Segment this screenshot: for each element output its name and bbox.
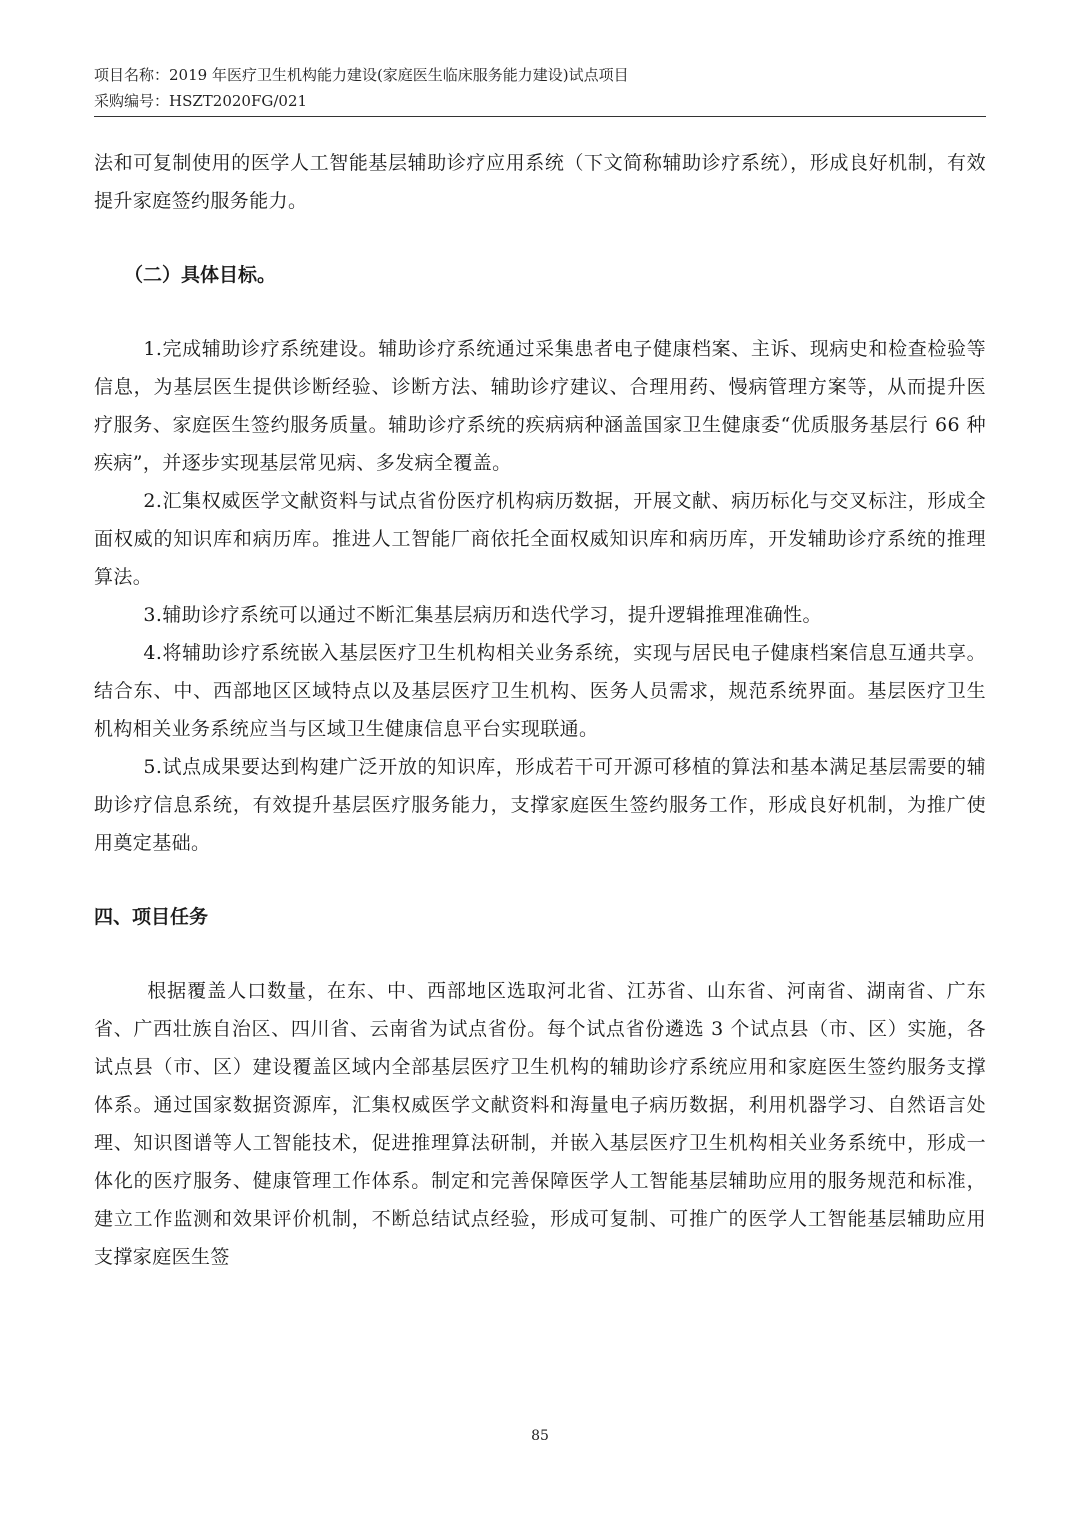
goal-item-5: 5.试点成果要达到构建广泛开放的知识库，形成若干可开源可移植的算法和基本满足基层需要的辅助诊疗信息系统，有效提升基层医疗服务能力，支撑家庭医生签约服务工作，形成良好机制，为推广使用奠定基础。: [94, 756, 986, 854]
page-number: 85: [531, 1428, 549, 1444]
goal-item-1: 1.完成辅助诊疗系统建设。辅助诊疗系统通过采集患者电子健康档案、主诉、现病史和检查检验等信息，为基层医生提供诊断经验、诊断方法、辅助诊疗建议、合理用药、慢病管理方案等，从而提升医疗服务、家庭医生签约服务质量。辅助诊疗系统的疾病病种涵盖国家卫生健康委“优质服务基层行 66 种疾病”，并逐步实现基层常见病、多发病全覆盖。: [94, 338, 986, 474]
header-divider: [94, 116, 986, 117]
project-tasks-body: 根据覆盖人口数量，在东、中、西部地区选取河北省、江苏省、山东省、河南省、湖南省、广东省、广西壮族自治区、四川省、云南省为试点省份。每个试点省份遴选 3 个试点县（市、区）实施，各试点县（市、区）建设覆盖区域内全部基层医疗卫生机构的辅助诊疗系统应用和家庭医生签约服务支撑体系。通过国家数据资源库，汇集权威医学文献资料和海量电子病历数据，利用机器学习、自然语言处理、知识图谱等人工智能技术，促进推理算法研制，并嵌入基层医疗卫生机构相关业务系统中，形成一体化的医疗服务、健康管理工作体系。制定和完善保障医学人工智能基层辅助应用的服务规范和标准，建立工作监测和效果评价机制，不断总结试点经验，形成可复制、可推广的医学人工智能基层辅助应用支撑家庭医生签: [94, 980, 986, 1268]
procurement-number: 采购编号：HSZT2020FG/021: [94, 92, 308, 110]
spacer: [94, 862, 986, 898]
project-tasks-heading: 四、项目任务: [94, 906, 209, 928]
intro-paragraph: 法和可复制使用的医学人工智能基层辅助诊疗应用系统（下文简称辅助诊疗系统），形成良好机制，有效提升家庭签约服务能力。: [94, 152, 986, 212]
goal-item-4: 4.将辅助诊疗系统嵌入基层医疗卫生机构相关业务系统，实现与居民电子健康档案信息互通共享。结合东、中、西部地区区域特点以及基层医疗卫生机构、医务人员需求，规范系统界面。基层医疗卫生机构相关业务系统应当与区域卫生健康信息平台实现联通。: [94, 642, 986, 740]
page-header: [94, 62, 986, 114]
goal-item-2: 2.汇集权威医学文献资料与试点省份医疗机构病历数据，开展文献、病历标化与交叉标注，形成全面权威的知识库和病历库。推进人工智能厂商依托全面权威知识库和病历库，开发辅助诊疗系统的推理算法。: [94, 490, 986, 588]
document-body: [94, 144, 986, 1276]
goal-item-3: 3.辅助诊疗系统可以通过不断汇集基层病历和迭代学习，提升逻辑推理准确性。: [143, 604, 822, 626]
project-name: 项目名称：2019 年医疗卫生机构能力建设(家庭医生临床服务能力建设)试点项目: [94, 66, 629, 84]
spacer: [94, 220, 986, 256]
specific-goals-heading: （二）具体目标。: [124, 264, 277, 286]
spacer: [94, 294, 986, 330]
spacer: [94, 936, 986, 972]
